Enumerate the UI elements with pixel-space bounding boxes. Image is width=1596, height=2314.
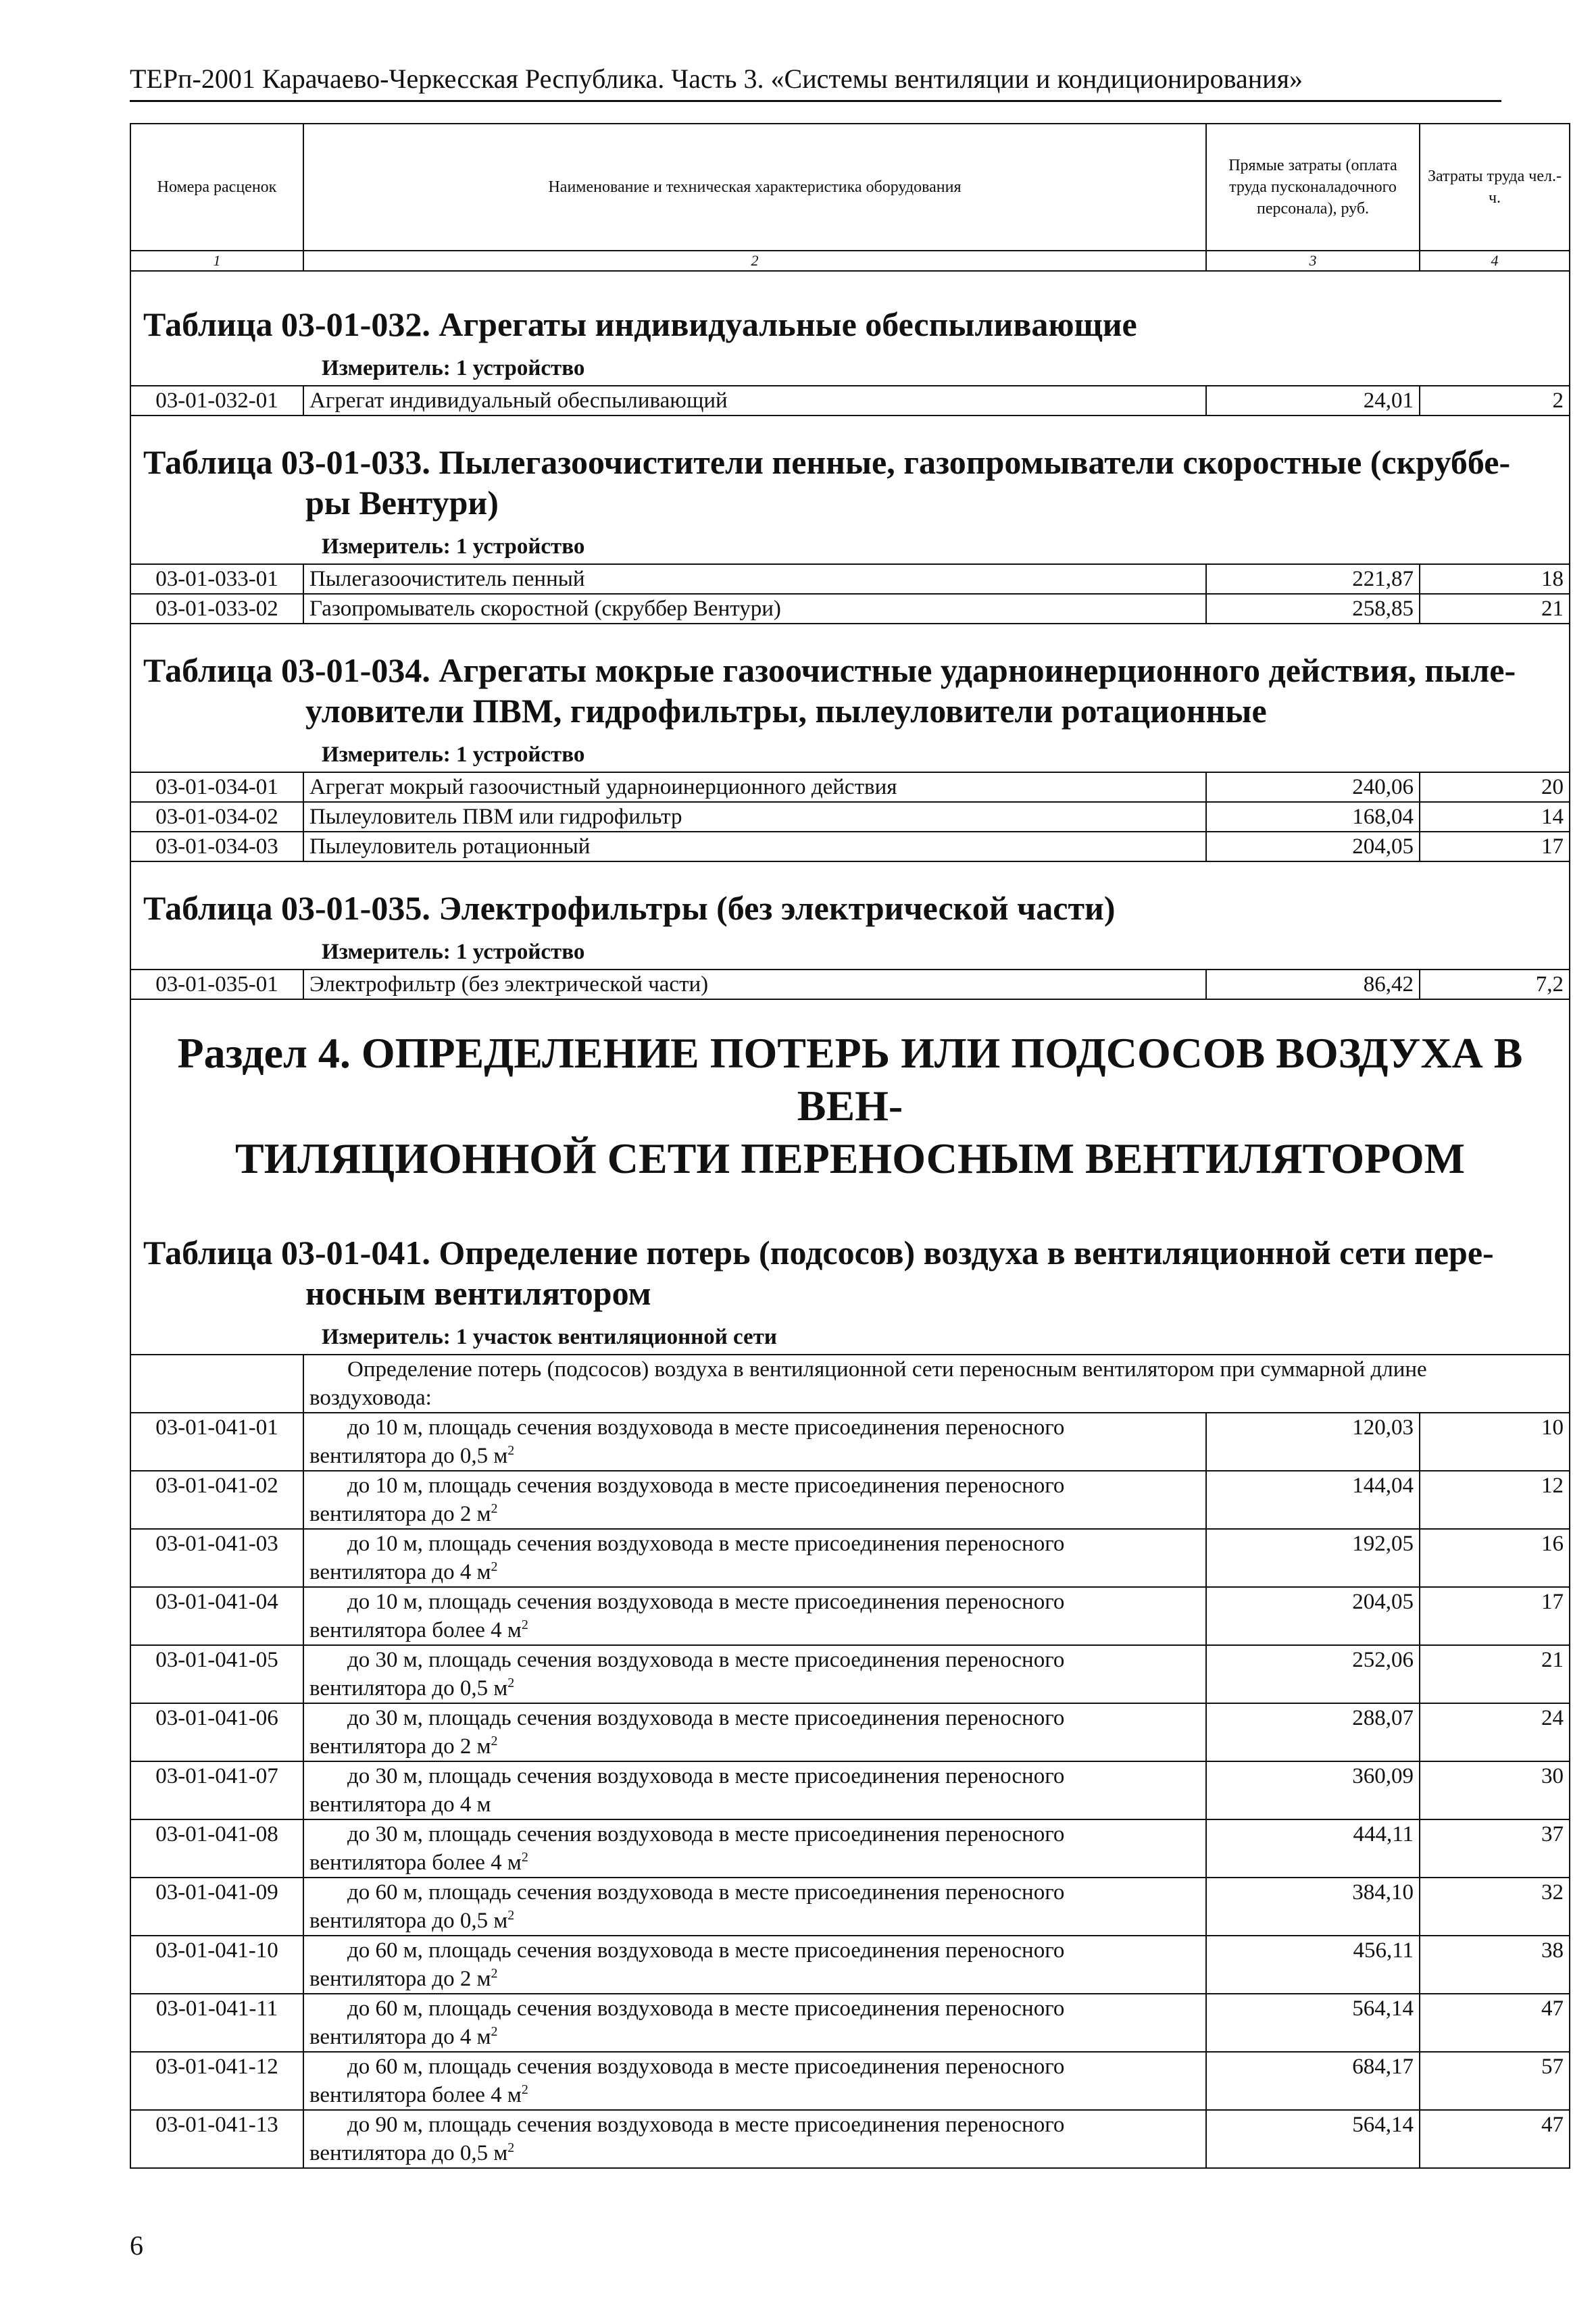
row-labor: 10: [1420, 1413, 1570, 1471]
row-labor: 32: [1420, 1878, 1570, 1936]
table-heading-block: [130, 271, 1570, 386]
row-name-line1: до 10 м, площадь сечения воздуховода в месте присоединения переносного: [347, 1474, 1065, 1498]
section-heading-block: [130, 999, 1570, 1355]
price-table: [130, 123, 1570, 2169]
col-header-labor: Затраты труда чел.-ч.: [1420, 124, 1570, 251]
intro-row: [130, 1355, 1570, 1413]
table-row: [130, 1413, 1570, 1471]
row-name-line1: до 30 м, площадь сечения воздуховода в месте присоединения переносного: [347, 1648, 1065, 1672]
row-cost: 192,05: [1206, 1529, 1420, 1587]
page-number: 6: [130, 2230, 143, 2261]
row-name-superscript: 2: [521, 1850, 528, 1865]
intro-code-cell: [130, 1355, 303, 1413]
table-title-034-line2: уловители ПВМ, гидрофильтры, пылеуловители ротационные: [305, 692, 1267, 730]
row-name-line2-text: вентилятора до 0,5 м: [309, 1909, 508, 1933]
table-title-041-line2: носным вентилятором: [305, 1274, 651, 1312]
row-labor: 14: [1420, 802, 1570, 832]
table-title-034-line1: Таблица 03-01-034. Агрегаты мокрые газоочистные ударноинерционного действия, пыле-: [143, 651, 1516, 689]
table-row: [130, 594, 1570, 624]
row-name: [303, 1936, 1206, 1994]
row-name-line2-text: вентилятора более 4 м: [309, 1618, 522, 1642]
table-title-032: Таблица 03-01-032. Агрегаты индивидуальные обеспыливающие: [143, 305, 1137, 343]
row-name-line1: до 10 м, площадь сечения воздуховода в месте присоединения переносного: [347, 1415, 1065, 1440]
row-cost: 240,06: [1206, 772, 1420, 802]
row-name: [303, 1761, 1206, 1819]
row-code: 03-01-041-05: [130, 1645, 303, 1703]
row-name: [303, 1587, 1206, 1645]
row-labor: 12: [1420, 1471, 1570, 1529]
row-name-line2-text: вентилятора до 2 м: [309, 1967, 491, 1991]
section-title: [131, 1027, 1569, 1185]
row-name-line1: до 60 м, площадь сечения воздуховода в месте присоединения переносного: [347, 1880, 1065, 1905]
row-name-line1: до 90 м, площадь сечения воздуховода в месте присоединения переносного: [347, 2113, 1065, 2137]
row-code: 03-01-035-01: [130, 970, 303, 999]
table-title-033: [131, 442, 1569, 523]
row-cost: 168,04: [1206, 802, 1420, 832]
row-labor: 30: [1420, 1761, 1570, 1819]
row-name-superscript: 2: [491, 2024, 498, 2039]
row-name-line2: [309, 2081, 1200, 2109]
row-name: [303, 1471, 1206, 1529]
row-cost: 564,14: [1206, 2110, 1420, 2168]
row-name-line2: [309, 1616, 1200, 1644]
row-code: 03-01-041-11: [130, 1994, 303, 2052]
row-name: [303, 2052, 1206, 2110]
row-labor: 17: [1420, 832, 1570, 861]
row-cost: 360,09: [1206, 1761, 1420, 1819]
table-row: [130, 1587, 1570, 1645]
row-name: Агрегат мокрый газоочистный ударноинерционного действия: [303, 772, 1206, 802]
col-number: 2: [303, 251, 1206, 271]
table-row: [130, 1471, 1570, 1529]
row-name-line2: [309, 2023, 1200, 2051]
row-cost: 204,05: [1206, 1587, 1420, 1645]
row-name-superscript: 2: [491, 1734, 498, 1749]
row-code: 03-01-033-01: [130, 564, 303, 594]
row-code: 03-01-034-02: [130, 802, 303, 832]
running-header: ТЕРп-2001 Карачаево-Черкесская Республика. Часть 3. «Системы вентиляции и кондиционирования»: [130, 62, 1501, 102]
table-row: [130, 970, 1570, 999]
table-row: [130, 832, 1570, 861]
row-name-line2: [309, 1500, 1200, 1528]
row-name-line1: до 60 м, площадь сечения воздуховода в месте присоединения переносного: [347, 1996, 1065, 2021]
row-name-line2: [309, 1674, 1200, 1703]
row-name-line2-text: вентилятора до 0,5 м: [309, 1444, 508, 1468]
table-row: [130, 2052, 1570, 2110]
row-name-line1: до 60 м, площадь сечения воздуховода в месте присоединения переносного: [347, 1938, 1065, 1963]
row-name-line1: до 30 м, площадь сечения воздуховода в месте присоединения переносного: [347, 1764, 1065, 1788]
row-name-line1: до 30 м, площадь сечения воздуховода в месте присоединения переносного: [347, 1822, 1065, 1846]
row-code: 03-01-041-01: [130, 1413, 303, 1471]
table-row: [130, 386, 1570, 416]
measure-label-033: Измеритель: 1 устройство: [322, 534, 585, 559]
row-code: 03-01-041-08: [130, 1819, 303, 1878]
row-labor: 37: [1420, 1819, 1570, 1878]
row-name: [303, 1645, 1206, 1703]
intro-text: [303, 1355, 1570, 1413]
row-name-line2-text: вентилятора более 4 м: [309, 1851, 522, 1875]
row-cost: 144,04: [1206, 1471, 1420, 1529]
row-name: [303, 1819, 1206, 1878]
row-name-line2: [309, 2139, 1200, 2167]
row-name-line2-text: вентилятора до 4 м: [309, 2025, 491, 2049]
row-name-line2-text: вентилятора до 0,5 м: [309, 1676, 508, 1701]
row-name-line1: до 60 м, площадь сечения воздуховода в месте присоединения переносного: [347, 2055, 1065, 2079]
row-name-superscript: 2: [491, 1501, 498, 1516]
row-name-superscript: 2: [507, 1443, 515, 1458]
row-code: 03-01-041-02: [130, 1471, 303, 1529]
row-name: Электрофильтр (без электрической части): [303, 970, 1206, 999]
row-labor: 38: [1420, 1936, 1570, 1994]
row-name-line1: до 30 м, площадь сечения воздуховода в месте присоединения переносного: [347, 1706, 1065, 1730]
row-labor: 20: [1420, 772, 1570, 802]
row-name-line2-text: вентилятора до 4 м: [309, 1792, 491, 1817]
row-name-line2: [309, 1965, 1200, 1993]
row-labor: 21: [1420, 594, 1570, 624]
row-name-superscript: 2: [521, 1617, 528, 1632]
row-name: [303, 1994, 1206, 2052]
row-name-line2-text: вентилятора до 2 м: [309, 1502, 491, 1526]
row-code: 03-01-034-03: [130, 832, 303, 861]
row-name-line2: [309, 1732, 1200, 1761]
table-heading-block: [130, 416, 1570, 564]
section-title-line1: Раздел 4. ОПРЕДЕЛЕНИЕ ПОТЕРЬ ИЛИ ПОДСОСОВ ВОЗДУХА В ВЕН-: [177, 1029, 1523, 1130]
row-cost: 384,10: [1206, 1878, 1420, 1936]
row-labor: 17: [1420, 1587, 1570, 1645]
table-heading-block: [130, 624, 1570, 772]
row-code: 03-01-032-01: [130, 386, 303, 416]
row-cost: 120,03: [1206, 1413, 1420, 1471]
table-row: [130, 2110, 1570, 2168]
row-code: 03-01-041-07: [130, 1761, 303, 1819]
row-cost: 456,11: [1206, 1936, 1420, 1994]
measure-label-032: Измеритель: 1 устройство: [322, 356, 585, 380]
table-row: [130, 772, 1570, 802]
column-header-row: [130, 124, 1570, 251]
row-name-line2-text: вентилятора более 4 м: [309, 2083, 522, 2107]
row-name-line2-text: вентилятора до 4 м: [309, 1560, 491, 1584]
column-number-row: [130, 251, 1570, 271]
row-cost: 564,14: [1206, 1994, 1420, 2052]
row-name: [303, 1878, 1206, 1936]
row-name-superscript: 2: [491, 1966, 498, 1981]
col-header-direct-costs: Прямые затраты (оплата труда пусконаладочного персонала), руб.: [1206, 124, 1420, 251]
intro-line2: воздуховода:: [309, 1386, 432, 1410]
table-title-034: [131, 650, 1569, 731]
row-name: [303, 1703, 1206, 1761]
table-title-033-line2: ры Вентури): [305, 484, 499, 522]
row-cost: 221,87: [1206, 564, 1420, 594]
row-code: 03-01-033-02: [130, 594, 303, 624]
row-labor: 2: [1420, 386, 1570, 416]
row-cost: 86,42: [1206, 970, 1420, 999]
table-row: [130, 1703, 1570, 1761]
col-number: 4: [1420, 251, 1570, 271]
table-row: [130, 1529, 1570, 1587]
row-name: [303, 2110, 1206, 2168]
row-name-line2: [309, 1907, 1200, 1935]
table-row: [130, 1761, 1570, 1819]
row-name-line2: [309, 1790, 1200, 1819]
col-header-codes: Номера расценок: [130, 124, 303, 251]
row-code: 03-01-041-10: [130, 1936, 303, 1994]
row-name: Пылеуловитель ротационный: [303, 832, 1206, 861]
row-name-line2: [309, 1848, 1200, 1877]
row-name: [303, 1413, 1206, 1471]
col-number: 3: [1206, 251, 1420, 271]
row-name: Пылегазоочиститель пенный: [303, 564, 1206, 594]
table-row: [130, 1819, 1570, 1878]
row-code: 03-01-041-12: [130, 2052, 303, 2110]
row-name-line1: до 10 м, площадь сечения воздуховода в месте присоединения переносного: [347, 1532, 1065, 1556]
row-cost: 288,07: [1206, 1703, 1420, 1761]
table-row: [130, 564, 1570, 594]
row-labor: 47: [1420, 2110, 1570, 2168]
row-cost: 252,06: [1206, 1645, 1420, 1703]
table-title-033-line1: Таблица 03-01-033. Пылегазоочистители пенные, газопромыватели скоростные (скруббе-: [143, 443, 1511, 481]
row-cost: 258,85: [1206, 594, 1420, 624]
row-cost: 684,17: [1206, 2052, 1420, 2110]
table-title-041-line1: Таблица 03-01-041. Определение потерь (подсосов) воздуха в вентиляционной сети пере-: [143, 1234, 1494, 1272]
table-row: [130, 1645, 1570, 1703]
table-041-rows: [130, 1413, 1570, 2168]
col-number: 1: [130, 251, 303, 271]
col-header-name: Наименование и техническая характеристика оборудования: [303, 124, 1206, 251]
row-name: Пылеуловитель ПВМ или гидрофильтр: [303, 802, 1206, 832]
measure-label-034: Измеритель: 1 устройство: [322, 743, 585, 767]
row-name-line2: [309, 1442, 1200, 1470]
row-name: Газопромыватель скоростной (скруббер Вентури): [303, 594, 1206, 624]
table-title-035: Таблица 03-01-035. Электрофильтры (без электрической части): [143, 889, 1116, 927]
row-labor: 18: [1420, 564, 1570, 594]
row-labor: 24: [1420, 1703, 1570, 1761]
row-code: 03-01-041-09: [130, 1878, 303, 1936]
table-row: [130, 1994, 1570, 2052]
measure-label-041: Измеритель: 1 участок вентиляционной сети: [322, 1325, 777, 1349]
section-title-line2: ТИЛЯЦИОННОЙ СЕТИ ПЕРЕНОСНЫМ ВЕНТИЛЯТОРОМ: [234, 1134, 1466, 1182]
intro-line1: Определение потерь (подсосов) воздуха в вентиляционной сети переносным вентилятором при суммарной длине: [347, 1357, 1427, 1382]
row-code: 03-01-041-04: [130, 1587, 303, 1645]
row-code: 03-01-041-13: [130, 2110, 303, 2168]
row-name: Агрегат индивидуальный обеспыливающий: [303, 386, 1206, 416]
row-code: 03-01-041-06: [130, 1703, 303, 1761]
row-labor: 21: [1420, 1645, 1570, 1703]
row-cost: 444,11: [1206, 1819, 1420, 1878]
row-cost: 204,05: [1206, 832, 1420, 861]
table-row: [130, 802, 1570, 832]
measure-label-035: Измеритель: 1 устройство: [322, 940, 585, 964]
table-title-041: [131, 1232, 1569, 1313]
row-name-superscript: 2: [507, 2140, 515, 2155]
row-cost: 24,01: [1206, 386, 1420, 416]
row-code: 03-01-034-01: [130, 772, 303, 802]
row-labor: 7,2: [1420, 970, 1570, 999]
row-code: 03-01-041-03: [130, 1529, 303, 1587]
table-row: [130, 1936, 1570, 1994]
row-labor: 16: [1420, 1529, 1570, 1587]
table-row: [130, 1878, 1570, 1936]
row-name-superscript: 2: [491, 1559, 498, 1574]
row-name-line2-text: вентилятора до 2 м: [309, 1734, 491, 1759]
row-labor: 47: [1420, 1994, 1570, 2052]
row-name-superscript: 2: [521, 2082, 528, 2097]
row-name-line2-text: вентилятора до 0,5 м: [309, 2141, 508, 2165]
row-labor: 57: [1420, 2052, 1570, 2110]
row-name-line2: [309, 1558, 1200, 1586]
row-name-superscript: 2: [507, 1676, 515, 1690]
row-name-superscript: 2: [507, 1908, 515, 1923]
row-name-line1: до 10 м, площадь сечения воздуховода в месте присоединения переносного: [347, 1590, 1065, 1614]
table-heading-block: [130, 861, 1570, 970]
row-name: [303, 1529, 1206, 1587]
